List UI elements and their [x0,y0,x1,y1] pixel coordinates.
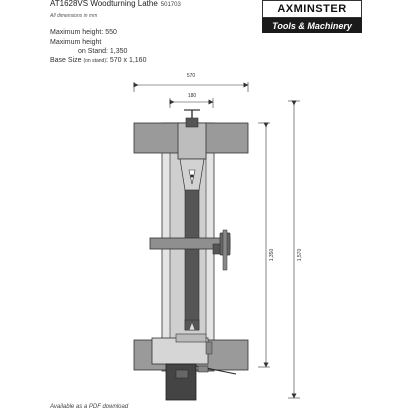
spec-max-height-stand-label: Maximum height [50,39,102,46]
dimension-width-inner [170,93,213,108]
product-name: AT1628VS Woodturning Lathe [50,0,158,8]
motor-terminal [176,370,188,378]
spec-base-size-qualifier: (on stand) [83,58,106,64]
brand-logo-tagline: Tools & Machinery [262,18,362,33]
motor-handle [186,118,198,127]
dimension-width-total [134,73,248,92]
product-code: 501703 [160,2,181,8]
spec-max-height-stand-value: on Stand: 1,350 [78,48,128,55]
dimension-height-stand [258,123,275,367]
motor [166,364,196,400]
handwheel-rim [223,230,227,270]
centre-bar [185,190,199,330]
headstock [178,123,206,159]
dimension-height-total [288,101,303,398]
tailstock-lever [206,342,212,354]
spec-max-height: Maximum height: 550 [50,29,117,36]
speed-control-box [198,366,208,372]
spec-base-size-value: : 570 x 1,160 [105,57,147,64]
brand-logo-name: AXMINSTER [262,0,362,18]
spec-base-size-label: Base Size [50,57,84,64]
dimension-width-total-label: 570 [186,73,196,79]
pdf-download-note: Available as a PDF download [50,404,129,410]
dimension-width-inner-label: 180 [187,93,197,99]
dimension-height-stand-label: 1,350 [269,248,275,262]
tailstock-clamp [176,334,206,342]
lathe-top-view [134,110,248,400]
dimension-height-total-label: 1,570 [297,248,303,262]
dimensions-note: All dimensions in mm [50,13,98,19]
